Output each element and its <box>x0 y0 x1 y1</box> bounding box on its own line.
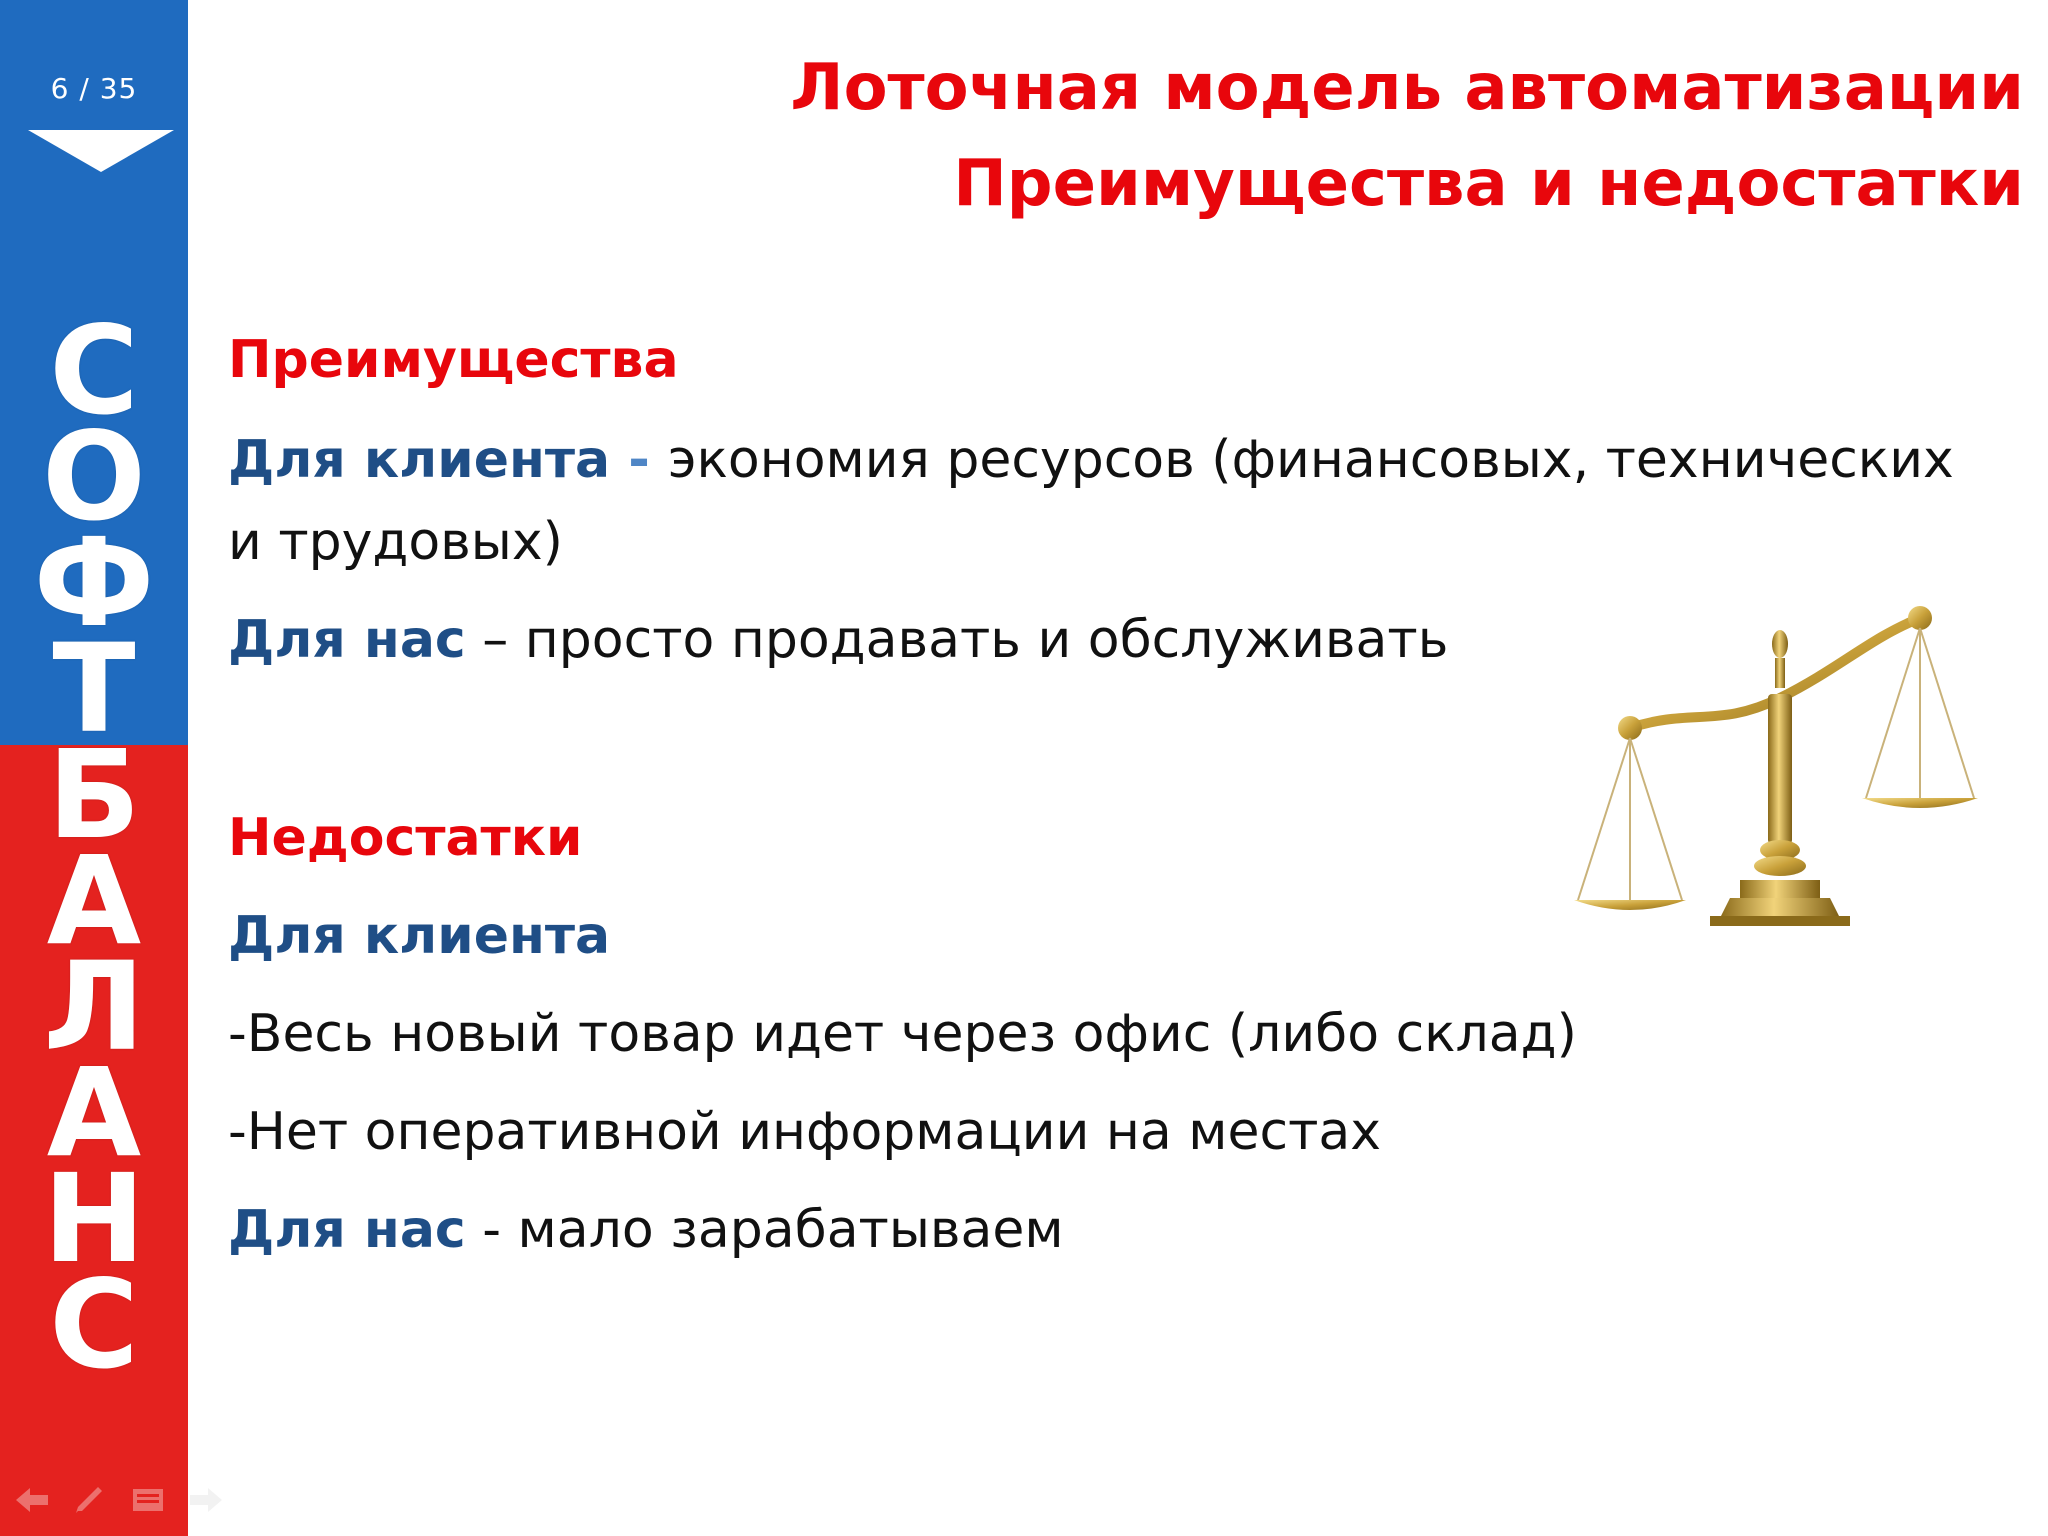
client-label: Для клиента <box>228 430 611 490</box>
brand-letter: С <box>49 1254 139 1396</box>
brand-letter: Ф <box>33 512 155 654</box>
advantages-heading: Преимущества <box>228 330 679 390</box>
us-label: Для нас <box>228 610 466 670</box>
menu-icon[interactable] <box>130 1485 166 1515</box>
next-slide-arrow-icon[interactable] <box>28 130 174 172</box>
brand-letter: А <box>46 1042 142 1184</box>
disadvantage-client-label: Для клиента <box>228 906 611 966</box>
advantage-us-line <box>228 608 1448 672</box>
disadvantage-item: -Весь новый товар идет через офис (либо склад) <box>228 1004 1577 1064</box>
forward-arrow-icon[interactable] <box>188 1485 224 1515</box>
scales-of-justice-icon <box>1570 598 1990 938</box>
brand-letter: Л <box>43 936 145 1078</box>
disadvantage-us-line <box>228 1198 1064 1262</box>
brand-letter: Б <box>47 724 141 866</box>
advantage-us-text: – просто продавать и обслуживать <box>465 610 1449 670</box>
advantage-client-text-cont: и трудовых) <box>228 512 563 572</box>
back-arrow-icon[interactable] <box>14 1485 50 1515</box>
advantage-client-line <box>228 428 1954 492</box>
pen-icon[interactable] <box>72 1485 108 1515</box>
client-dash: - <box>610 430 668 490</box>
title-line-2: Преимущества и недостатки <box>953 147 2024 221</box>
brand-letter: С <box>49 300 139 442</box>
disadvantages-heading: Недостатки <box>228 808 583 868</box>
brand-letter: О <box>42 406 146 548</box>
brand-sidebar <box>0 0 188 1536</box>
disadvantage-us-text: - мало зарабатываем <box>465 1200 1064 1260</box>
brand-letter: Т <box>52 618 136 760</box>
brand-logo-letters <box>0 300 188 1396</box>
slide-navigation <box>14 1482 254 1518</box>
page-counter: 6 / 35 <box>50 72 138 105</box>
us-label: Для нас <box>228 1200 466 1260</box>
title-line-1: Лоточная модель автоматизации <box>790 51 2024 125</box>
brand-letter: Н <box>42 1148 146 1290</box>
brand-letter: А <box>46 830 142 972</box>
advantage-client-text: экономия ресурсов (финансовых, технических <box>667 430 1954 490</box>
disadvantage-item: -Нет оперативной информации на местах <box>228 1102 1382 1162</box>
slide-title <box>790 40 2024 232</box>
